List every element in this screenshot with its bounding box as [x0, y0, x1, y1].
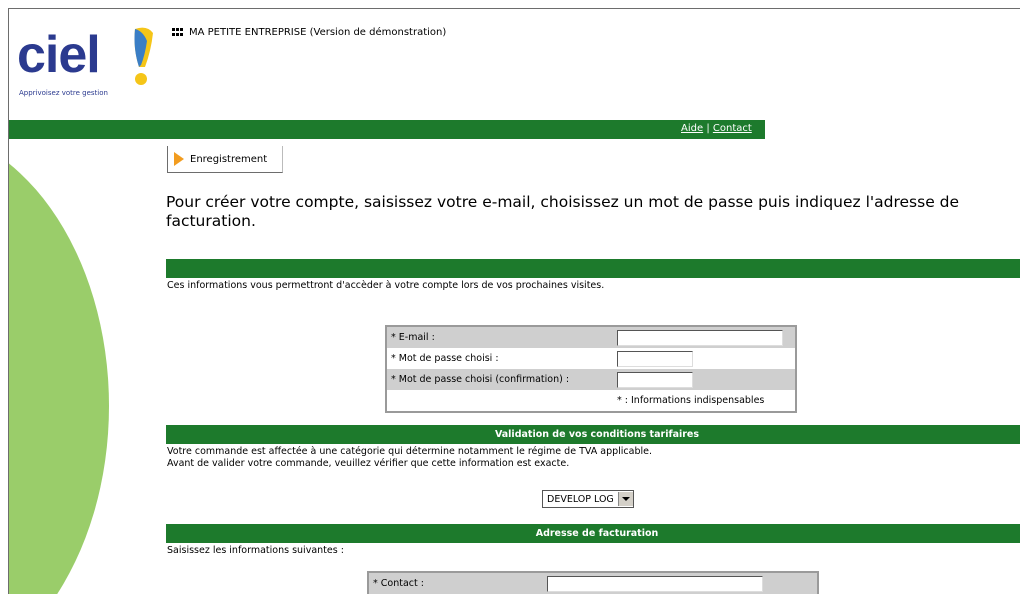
step-indicator	[167, 146, 283, 173]
contact-label: * Contact :	[368, 572, 543, 594]
contact-link[interactable]: Contact	[712, 123, 752, 134]
exclamation-icon	[129, 27, 155, 89]
grid-icon	[172, 28, 185, 37]
required-note: * : Informations indispensables	[613, 390, 796, 412]
pricing-line-2: Avant de valider votre commande, veuillez vérifier que cette information est exacte.	[167, 458, 570, 469]
billing-section-bar	[166, 524, 1020, 543]
ciel-logo	[17, 27, 157, 109]
password-label: * Mot de passe choisi :	[386, 348, 613, 369]
category-select[interactable]	[542, 490, 634, 508]
step-label: Enregistrement	[190, 153, 268, 165]
pricing-title: Validation de vos conditions tarifaires	[494, 429, 700, 440]
help-link[interactable]: Aide	[681, 123, 704, 134]
nav-separator: |	[706, 123, 710, 134]
chevron-down-icon[interactable]	[618, 492, 633, 506]
account-intro: Ces informations vous permettront d'accèder à votre compte lors de vos prochaines visites.	[167, 280, 605, 291]
page-heading: Pour créer votre compte, saisissez votre e-mail, choisissez un mot de passe puis indiquez l'adresse de facturation.	[166, 193, 960, 230]
app-title-text: MA PETITE ENTREPRISE (Version de démonstration)	[189, 27, 447, 38]
top-nav-bar	[9, 120, 765, 139]
pricing-line-1: Votre commande est affectée à une catégorie qui détermine notamment le régime de TVA applicable.	[167, 446, 653, 457]
pricing-section-bar	[166, 425, 1020, 444]
billing-form	[367, 571, 819, 594]
email-label: * E-mail :	[386, 326, 613, 348]
contact-field[interactable]	[547, 576, 763, 592]
logo-tagline: Apprivoisez votre gestion	[19, 89, 108, 97]
category-value: DEVELOP LOG	[547, 493, 614, 505]
account-section-bar	[166, 259, 1020, 278]
decorative-arc	[8, 126, 109, 594]
billing-title: Adresse de facturation	[535, 528, 659, 539]
app-title	[172, 27, 446, 38]
top-nav-links	[681, 123, 752, 134]
password-confirm-field[interactable]	[617, 372, 693, 388]
billing-intro: Saisissez les informations suivantes :	[167, 545, 344, 556]
email-field[interactable]	[617, 330, 783, 346]
password-field[interactable]	[617, 351, 693, 367]
browser-content	[8, 8, 1020, 594]
account-form	[385, 325, 797, 413]
password-confirm-label: * Mot de passe choisi (confirmation) :	[386, 369, 613, 390]
logo-brand: ciel	[17, 26, 100, 84]
arrow-right-icon	[174, 152, 184, 166]
